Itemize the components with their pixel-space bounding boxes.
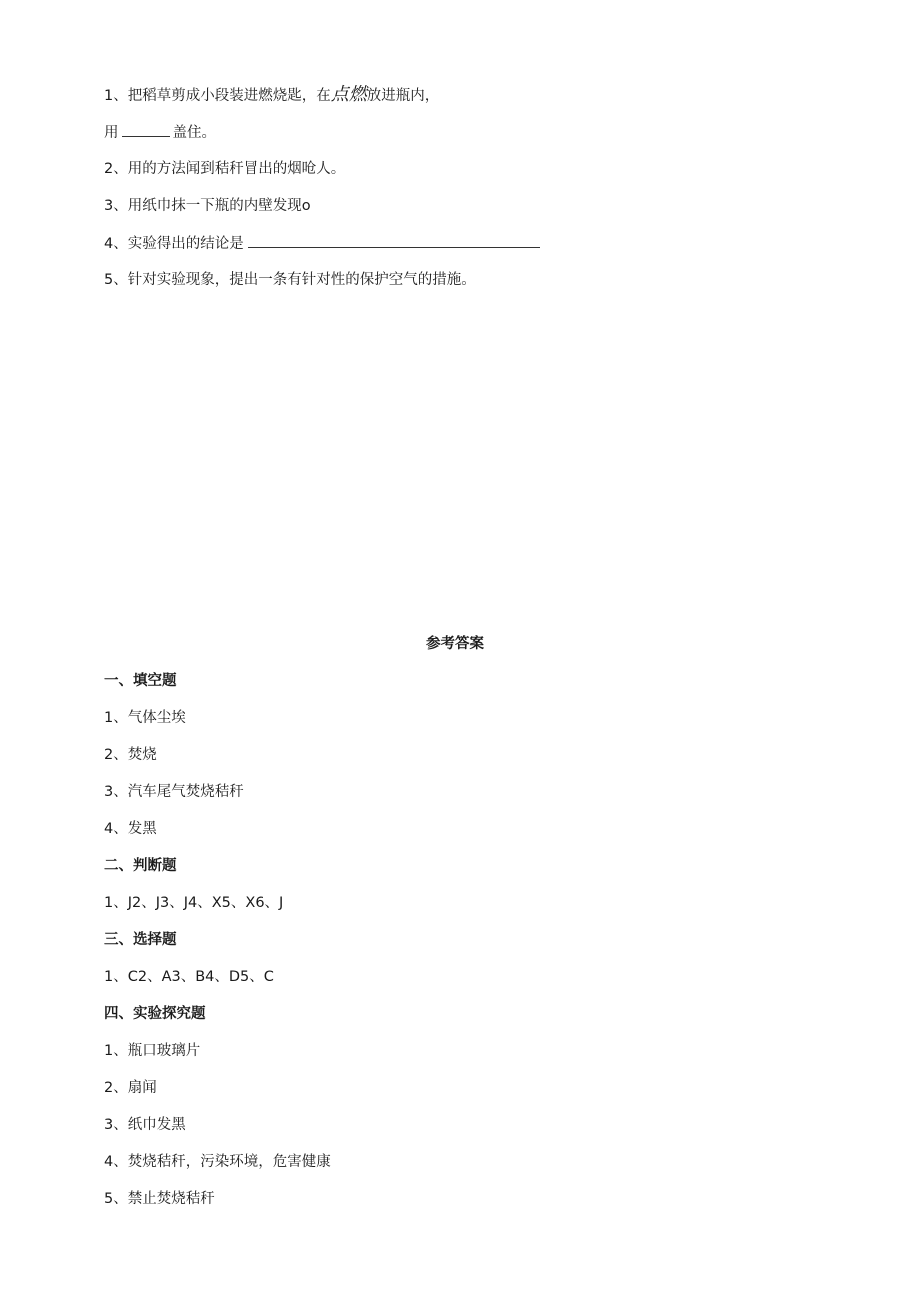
section-2-heading: 二、判断题 bbox=[104, 858, 177, 874]
question-2: 2、用的方法闻到秸秆冒出的烟呛人。 bbox=[104, 161, 346, 177]
question-5: 5、针对实验现象，提出一条有针对性的保护空气的措施。 bbox=[104, 272, 476, 288]
section-4-item: 4、焚烧秸秆，污染环境，危害健康 bbox=[104, 1154, 331, 1170]
section-4-item: 5、禁止焚烧秸秆 bbox=[104, 1191, 215, 1207]
question-4 bbox=[104, 233, 540, 254]
section-3-answers: 1、C2、A3、B4、D5、C bbox=[104, 969, 274, 985]
section-1-item: 2、焚烧 bbox=[104, 747, 157, 763]
question-1-line-2-prefix: 用 bbox=[104, 125, 119, 141]
question-1-suffix: 放进瓶内， bbox=[366, 88, 440, 104]
section-1-item: 3、汽车尾气焚烧秸秆 bbox=[104, 784, 244, 800]
section-1-item: 4、发黑 bbox=[104, 821, 157, 837]
question-3: 3、用纸巾抹一下瓶的内壁发现o bbox=[104, 198, 311, 214]
answer-blank bbox=[248, 233, 540, 248]
question-1-italic-text: 点燃 bbox=[330, 84, 367, 105]
section-4-item: 3、纸巾发黑 bbox=[104, 1117, 186, 1133]
section-4-item: 2、扇闻 bbox=[104, 1080, 157, 1096]
section-4-heading: 四、实验探究题 bbox=[104, 1006, 206, 1022]
question-1-line-2-suffix: 盖住。 bbox=[172, 125, 216, 141]
section-4-item: 1、瓶口玻璃片 bbox=[104, 1043, 201, 1059]
question-1-line-2 bbox=[104, 122, 216, 143]
answer-blank bbox=[122, 122, 170, 137]
answers-title: 参考答案 bbox=[426, 636, 484, 652]
section-2-answers: 1、J2、J3、J4、X5、X6、J bbox=[104, 895, 284, 911]
section-3-heading: 三、选择题 bbox=[104, 932, 177, 948]
section-1-item: 1、气体尘埃 bbox=[104, 710, 186, 726]
question-4-text: 4、实验得出的结论是 bbox=[104, 236, 244, 252]
question-1-prefix: 1、把稻草剪成小段装进燃烧匙，在 bbox=[104, 88, 331, 104]
section-1-heading: 一、填空题 bbox=[104, 673, 177, 689]
question-1-line-1 bbox=[104, 85, 439, 106]
